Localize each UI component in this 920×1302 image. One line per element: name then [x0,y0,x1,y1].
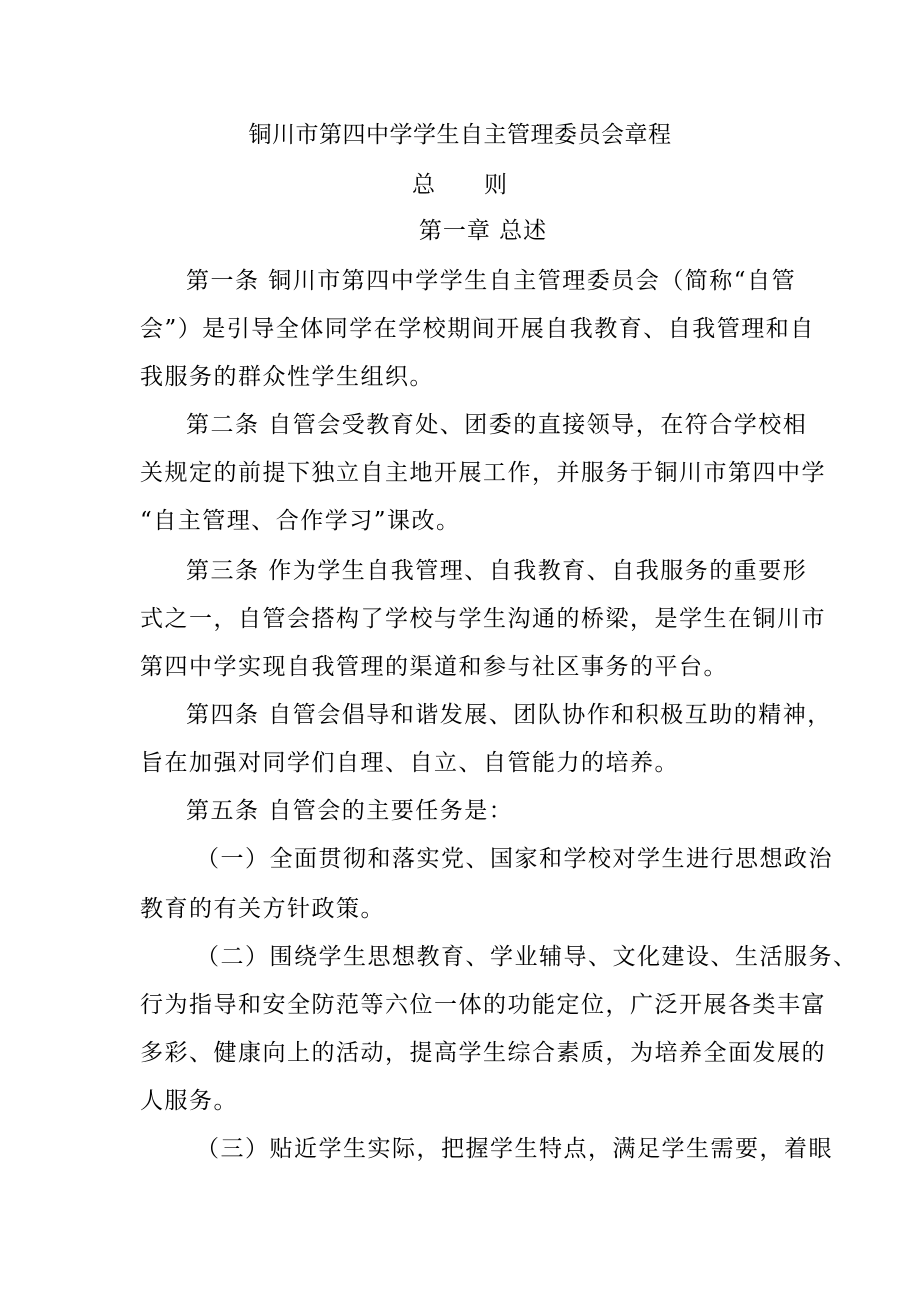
article-3-line-1: 第三条 作为学生自我管理、自我教育、自我服务的重要形 [186,558,808,584]
article-2-line-3: “自主管理、合作学习”课改。 [140,508,461,534]
article-2-line-2: 关规定的前提下独立自主地开展工作，并服务于铜川市第四中学 [140,460,826,486]
article-1-line-2: 会”）是引导全体同学在学校期间开展自我教育、自我管理和自 [140,316,815,342]
section-heading [0,170,920,200]
article-3-line-3: 第四中学实现自我管理的渠道和参与社区事务的平台。 [140,654,728,680]
item-2-line-4: 人服务。 [140,1088,238,1114]
item-2-line-3: 多彩、健康向上的活动，提高学生综合素质，为培养全面发展的 [140,1040,826,1066]
article-3-line-2: 式之一，自管会搭构了学校与学生沟通的桥梁，是学生在铜川市 [140,606,826,632]
item-2-line-2: 行为指导和安全防范等六位一体的功能定位，广泛开展各类丰富 [140,992,826,1018]
chapter-heading: 第一章 总述 [418,218,548,244]
item-3-line-1: （三）贴近学生实际，把握学生特点，满足学生需要，着眼 [196,1136,833,1162]
section-heading-left: 总 [412,172,436,198]
article-5-line-1: 第五条 自管会的主要任务是： [186,798,514,824]
item-2-line-1: （二）围绕学生思想教育、学业辅导、文化建设、生活服务、 [196,944,858,970]
section-heading-right: 则 [484,172,508,198]
document-title: 铜川市第四中学学生自主管理委员会章程 [248,122,672,148]
article-1-line-3: 我服务的群众性学生组织。 [140,364,434,390]
article-4-line-1: 第四条 自管会倡导和谐发展、团队协作和积极互助的精神， [186,702,832,728]
article-4-line-2: 旨在加强对同学们自理、自立、自管能力的培养。 [140,750,679,776]
article-2-line-1: 第二条 自管会受教育处、团委的直接领导，在符合学校相 [186,412,808,438]
article-1-line-1: 第一条 铜川市第四中学学生自主管理委员会（简称“自管 [186,268,797,294]
item-1-line-1: （一）全面贯彻和落实党、国家和学校对学生进行思想政治 [196,846,833,872]
item-1-line-2: 教育的有关方针政策。 [140,896,385,922]
